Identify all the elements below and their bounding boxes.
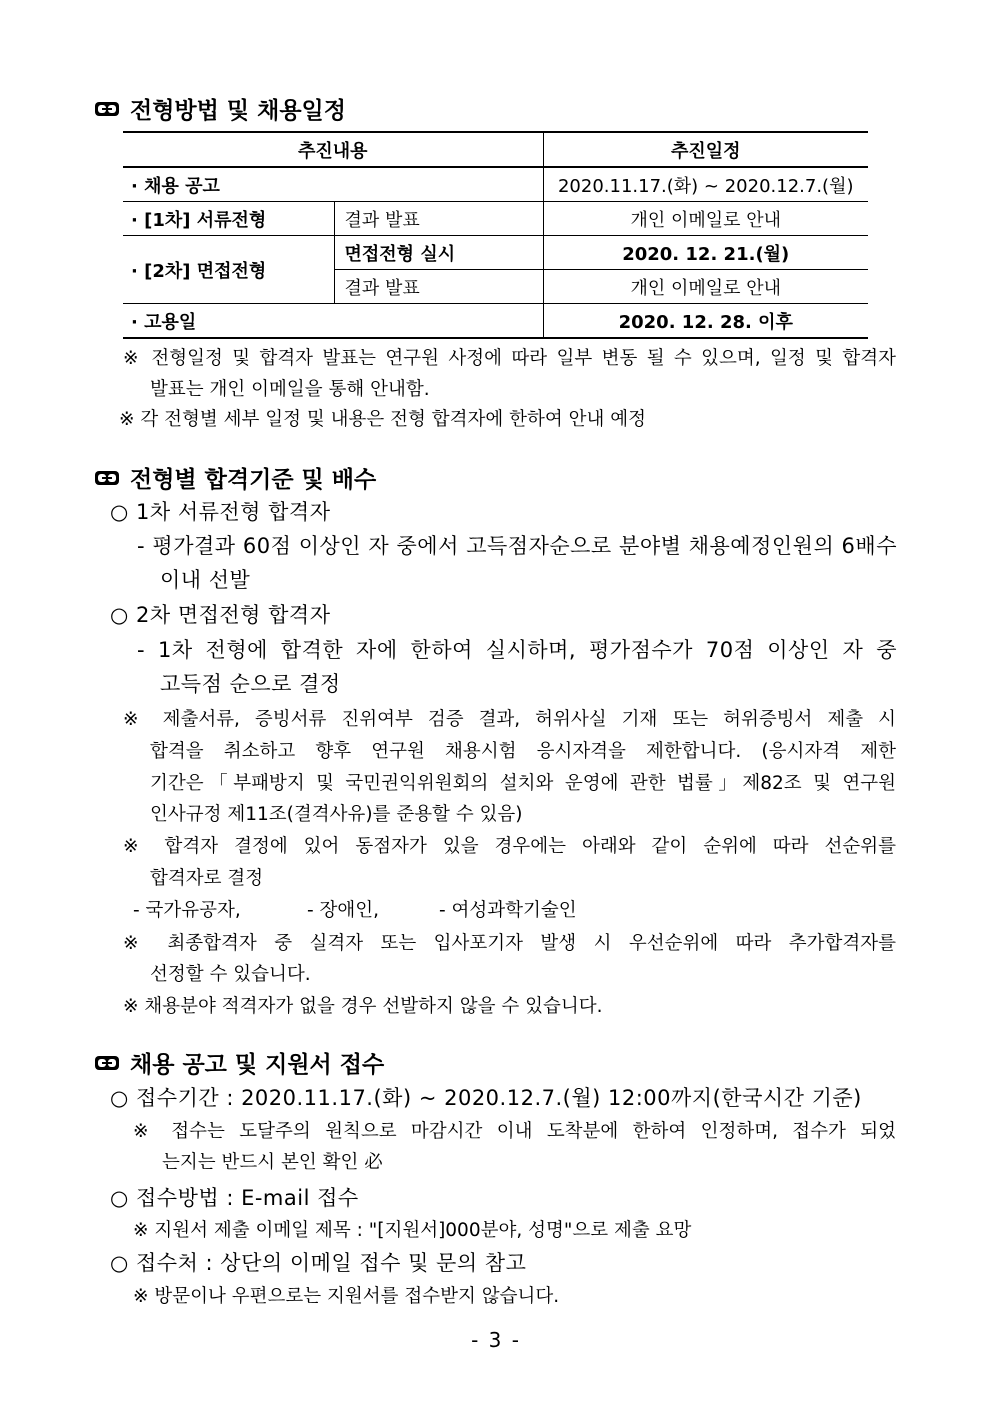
list-item: ○ 접수방법 : E-mail 접수	[110, 1186, 359, 1210]
row-label: · 고용일	[123, 304, 543, 339]
note: - 여성과학기술인	[439, 900, 577, 921]
list-item: ○ 2차 면접전형 합격자	[110, 603, 331, 627]
table-row	[123, 202, 868, 236]
note: 기간은「부패방지 및 국민권익위원회의 설치와 운영에 관한 법률」제82조 및 연구원	[150, 773, 896, 794]
note: 는지는 반드시 본인 확인 必	[162, 1152, 383, 1173]
list-item: ○ 접수기간 : 2020.11.17.(화) ~ 2020.12.7.(월) 12:00까지(한국시간 기준)	[110, 1086, 862, 1110]
table-row	[123, 167, 868, 202]
note: ※ 각 전형별 세부 일정 및 내용은 전형 합격자에 한하여 안내 예정	[119, 409, 646, 430]
row-sub: 면접전형 실시	[334, 236, 543, 270]
row-sub: 결과 발표	[334, 202, 543, 236]
list-item: ○ 1차 서류전형 합격자	[110, 500, 331, 524]
list-item: - 1차 전형에 합격한 자에 한하여 실시하며, 평가점수가 70점 이상인 자 중	[137, 638, 897, 662]
note: ※ 채용분야 적격자가 없을 경우 선발하지 않을 수 있습니다.	[123, 996, 603, 1017]
list-item: 고득점 순으로 결정	[160, 672, 341, 696]
note: ※ 접수는 도달주의 원칙으로 마감시간 이내 도착분에 한하여 인정하며, 접수가 되었	[133, 1121, 896, 1142]
row-date: 2020. 12. 21.(월)	[543, 236, 868, 270]
table-header-content: 추진내용	[123, 132, 543, 167]
link-icon	[94, 469, 120, 487]
note: 발표는 개인 이메일을 통해 안내함.	[150, 379, 430, 400]
list-item: - 평가결과 60점 이상인 자 중에서 고득점자순으로 분야별 채용예정인원의 6배수	[137, 534, 897, 558]
link-icon	[94, 100, 120, 118]
row-date: 2020. 12. 28. 이후	[543, 304, 868, 339]
section3-heading	[94, 1046, 384, 1079]
note: ※ 지원서 제출 이메일 제목 : "[지원서]000분야, 성명"으로 제출 요망	[133, 1220, 692, 1241]
row-date: 개인 이메일로 안내	[543, 270, 868, 304]
schedule-table	[123, 131, 868, 339]
section1-title: 전형방법 및 채용일정	[130, 98, 346, 124]
note: 선정할 수 있습니다.	[150, 964, 311, 985]
list-item: ○ 접수처 : 상단의 이메일 접수 및 문의 참고	[110, 1251, 527, 1275]
note: 합격자로 결정	[150, 868, 264, 889]
section3-title: 채용 공고 및 지원서 접수	[130, 1052, 385, 1078]
note: 인사규정 제11조(결격사유)를 준용할 수 있음)	[150, 804, 523, 825]
page-number: - 3 -	[471, 1328, 521, 1352]
table-row	[123, 304, 868, 339]
table-header-schedule: 추진일정	[543, 132, 868, 167]
row-sub: 결과 발표	[334, 270, 543, 304]
note: - 국가유공자,	[133, 900, 241, 921]
section2-heading	[94, 461, 376, 494]
row-date: 2020.11.17.(화) ~ 2020.12.7.(월)	[543, 167, 868, 202]
row-date: 개인 이메일로 안내	[543, 202, 868, 236]
row-label: · [2차] 면접전형	[123, 236, 334, 304]
link-icon	[94, 1054, 120, 1072]
note: 합격을 취소하고 향후 연구원 채용시험 응시자격을 제한합니다. (응시자격 제한	[150, 741, 896, 762]
note: - 장애인,	[307, 900, 380, 921]
note: ※ 전형일정 및 합격자 발표는 연구원 사정에 따라 일부 변동 될 수 있으며, 일정 및 합격자	[123, 348, 896, 369]
note: ※ 방문이나 우편으로는 지원서를 접수받지 않습니다.	[133, 1286, 560, 1307]
note: ※ 제출서류, 증빙서류 진위여부 검증 결과, 허위사실 기재 또는 허위증빙서 제출 시	[123, 709, 896, 730]
list-item: 이내 선발	[160, 568, 251, 592]
section2-title: 전형별 합격기준 및 배수	[130, 467, 377, 493]
table-row	[123, 236, 868, 270]
row-label: · 채용 공고	[123, 167, 543, 202]
row-label: · [1차] 서류전형	[123, 202, 334, 236]
note: ※ 최종합격자 중 실격자 또는 입사포기자 발생 시 우선순위에 따라 추가합격자를	[123, 933, 896, 954]
section1-heading	[94, 92, 346, 125]
note: ※ 합격자 결정에 있어 동점자가 있을 경우에는 아래와 같이 순위에 따라 선순위를	[123, 836, 896, 857]
